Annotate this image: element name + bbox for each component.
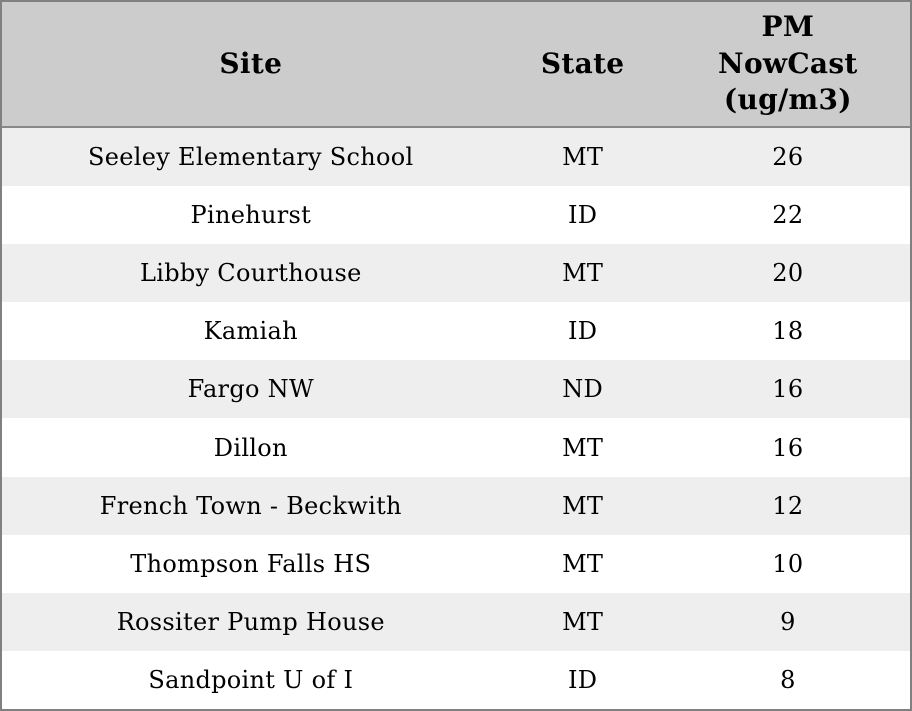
pm-nowcast-cell: 20: [772, 259, 804, 288]
column-header-site: [2, 2, 500, 127]
state-cell: MT: [562, 607, 604, 636]
pm-nowcast-cell: 22: [772, 201, 804, 230]
site-cell: Dillon: [213, 433, 288, 462]
site-cell: Pinehurst: [190, 201, 312, 230]
site-cell: Libby Courthouse: [139, 259, 362, 288]
pm-nowcast-cell: 10: [772, 549, 804, 578]
pm-nowcast-cell: 9: [780, 607, 796, 636]
header-row: [2, 2, 910, 127]
state-cell: MT: [562, 143, 604, 172]
table-header: [2, 2, 910, 127]
column-header-state: [500, 2, 666, 127]
table-row: [2, 651, 910, 709]
site-cell: Fargo NW: [187, 375, 314, 404]
state-cell: MT: [562, 433, 604, 462]
table-body: [2, 127, 910, 709]
table-row: [2, 593, 910, 651]
state-cell: MT: [562, 491, 604, 520]
site-cell: Seeley Elementary School: [88, 143, 414, 172]
table-row: [2, 186, 910, 244]
pm-nowcast-cell: 8: [780, 665, 796, 694]
site-cell: Thompson Falls HS: [130, 549, 372, 578]
table-row: [2, 535, 910, 593]
column-header-pm-nowcast-label: PM NowCast (ug/m3): [718, 10, 858, 117]
pm-nowcast-cell: 12: [772, 491, 804, 520]
pm-nowcast-cell: 18: [772, 317, 804, 346]
table-row: [2, 360, 910, 418]
state-cell: ID: [567, 665, 598, 694]
column-header-state-label: State: [540, 46, 625, 80]
column-header-site-label: Site: [219, 46, 283, 80]
site-cell: Kamiah: [203, 317, 298, 346]
pm-nowcast-cell: 16: [772, 375, 804, 404]
state-cell: ID: [567, 317, 598, 346]
site-cell: French Town - Beckwith: [99, 491, 402, 520]
state-cell: ID: [567, 201, 598, 230]
table-row: [2, 244, 910, 302]
state-cell: MT: [562, 259, 604, 288]
pm-nowcast-cell: 26: [772, 143, 804, 172]
state-cell: MT: [562, 549, 604, 578]
table-row: [2, 477, 910, 535]
table-row: [2, 302, 910, 360]
table-row: [2, 418, 910, 476]
state-cell: ND: [562, 375, 604, 404]
site-cell: Rossiter Pump House: [116, 607, 385, 636]
table-row: [2, 127, 910, 186]
pm-nowcast-cell: 16: [772, 433, 804, 462]
data-table: [2, 2, 910, 709]
site-cell: Sandpoint U of I: [148, 665, 354, 694]
column-header-pm-nowcast: [666, 2, 910, 127]
